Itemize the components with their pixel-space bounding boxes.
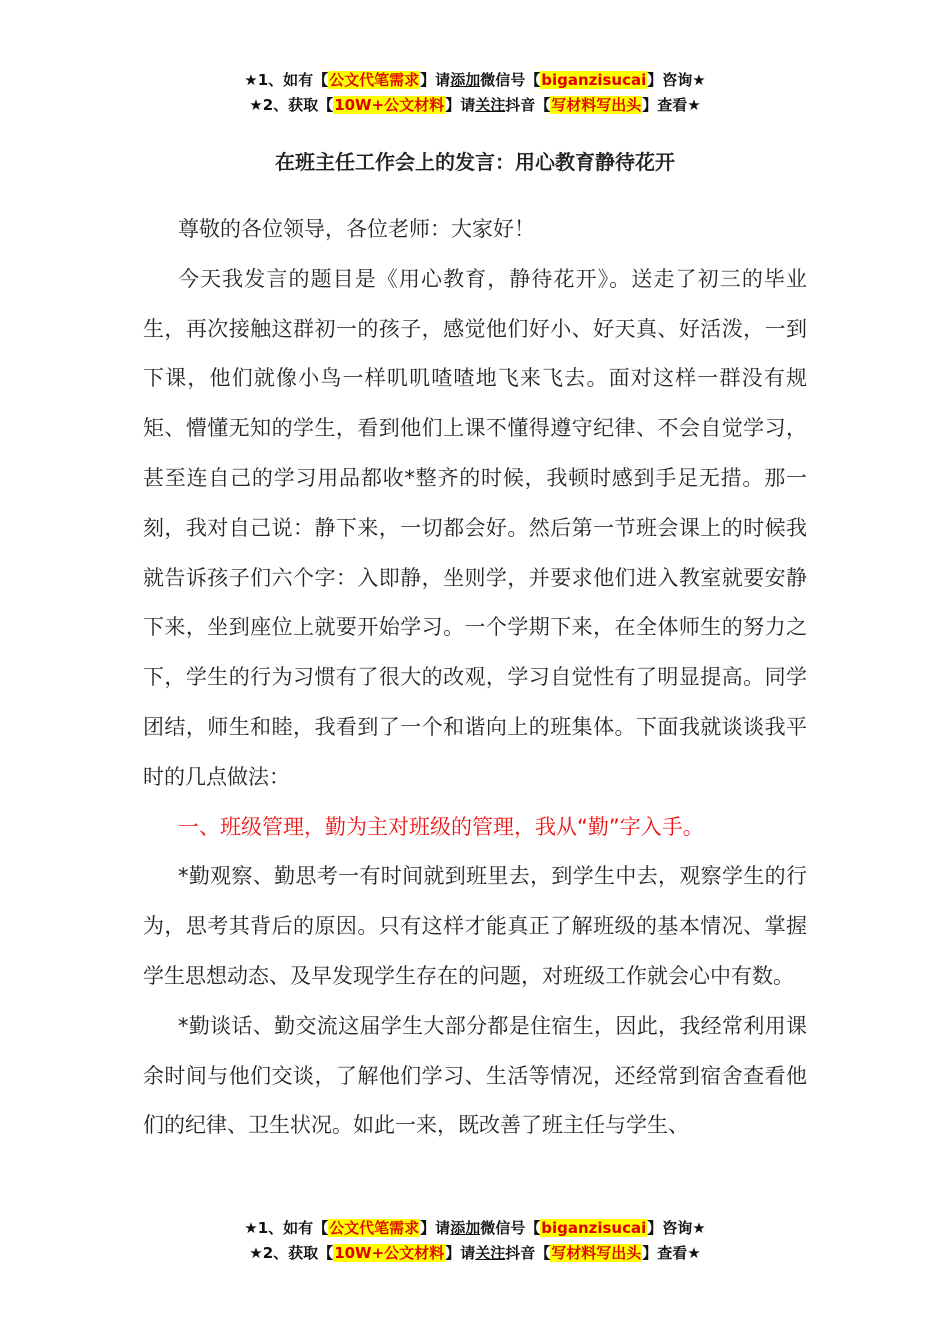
banner-highlight: 公文代笔需求 [329,1219,420,1237]
banner-text: 】请 [445,96,476,114]
banner-emphasis: 关注 [475,1244,506,1262]
banner-text: 抖音【 [505,96,551,114]
banner-text: 】查看★ [642,1244,701,1262]
banner-text: 抖音【 [505,1244,551,1262]
banner-emphasis: 添加 [450,71,481,89]
paragraph: *勤观察、勤思考一有时间就到班里去，到学生中去，观察学生的行为，思考其背后的原因。只有这样才能真正了解班级的基本情况、掌握学生思想动态、及早发现学生存在的问题，对班级工作就会心中有数。 [143,864,807,988]
document-body [143,205,807,1151]
banner-emphasis: 添加 [450,1219,481,1237]
top-banner [0,68,950,118]
document-title: 在班主任工作会上的发言：用心教育静待花开 [275,150,675,174]
banner-line-2 [0,93,950,118]
banner-line-1 [0,68,950,93]
banner-text: 】咨询★ [647,1219,706,1237]
banner-text: ★1、如有【 [244,71,329,89]
paragraph: *勤谈话、勤交流这届学生大部分都是住宿生，因此，我经常利用课余时间与他们交谈，了解他们学习、生活等情况，还经常到宿舍查看他们的纪律、卫生状况。如此一来，既改善了班主任与学生、 [143,1013,807,1138]
banner-highlight: biganzisucai [541,1219,647,1237]
banner-text: 微信号【 [480,1219,541,1237]
paragraph-greeting: 尊敬的各位领导，各位老师：大家好！ [178,217,535,241]
banner-text: 】咨询★ [647,71,706,89]
banner-line-2 [0,1241,950,1266]
banner-text: 】查看★ [642,96,701,114]
banner-text: ★2、获取【 [249,96,334,114]
banner-highlight: 公文代笔需求 [329,71,420,89]
banner-highlight: biganzisucai [541,71,647,89]
banner-text: 】请 [420,71,451,89]
banner-text: 】请 [420,1219,451,1237]
banner-highlight: 写材料写出头 [551,1244,642,1262]
banner-text: 微信号【 [480,71,541,89]
banner-line-1 [0,1216,950,1241]
banner-text: 】请 [445,1244,476,1262]
banner-highlight: 10W+公文材料 [334,96,445,114]
banner-highlight: 写材料写出头 [551,96,642,114]
paragraph-intro: 今天我发言的题目是《用心教育，静待花开》。送走了初三的毕业生，再次接触这群初一的孩子，感觉他们好小、好天真、好活泼，一到下课，他们就像小鸟一样叽叽喳喳地飞来飞去。面对这样一群没有规矩、懵懂无知的学生，看到他们上课不懂得遵守纪律、不会自觉学习，甚至连自己的学习用品都收*整齐的时候，我顿时感到手足无措。那一刻，我对自己说：静下来，一切都会好。然后第一节班会课上的时候我就告诉孩子们六个字：入即静，坐则学，并要求他们进入教室就要安静下来，坐到座位上就要开始学习。一个学期下来，在全体师生的努力之下，学生的行为习惯有了很大的改观，学习自觉性有了明显提高。同学团结，师生和睦，我看到了一个和谐向上的班集体。下面我就谈谈我平时的几点做法： [143,266,807,789]
banner-emphasis: 关注 [475,96,506,114]
section-heading: 一、班级管理，勤为主对班级的管理，我从“勤”字入手。 [178,814,704,839]
banner-text: ★2、获取【 [249,1244,334,1262]
banner-text: ★1、如有【 [244,1219,329,1237]
bottom-banner [0,1216,950,1266]
banner-highlight: 10W+公文材料 [334,1244,445,1262]
